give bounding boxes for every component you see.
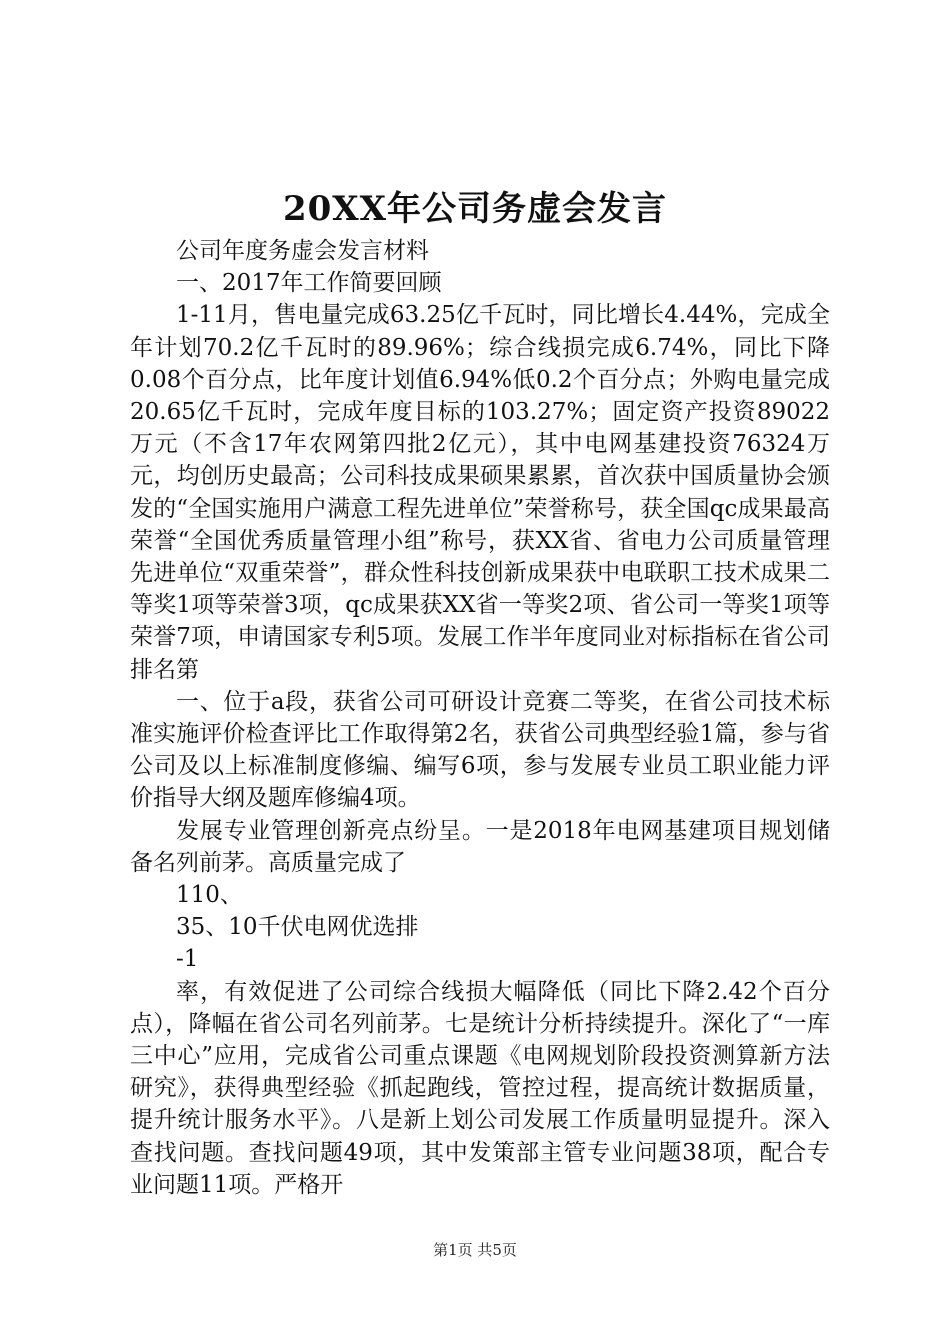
- document-body: [130, 235, 830, 1201]
- page-number-footer: 第1页 共5页: [433, 1241, 517, 1259]
- paragraph-fragment-110: 110、: [176, 882, 243, 909]
- paragraph-fragment-35: 35、10千伏电网优选排: [176, 914, 419, 941]
- paragraph-review: 1-11月，售电量完成63.25亿千瓦时，同比增长4.44%，完成全年计划70.2亿千瓦时的89.96%；综合线损完成6.74%，同比下降0.08个百分点，比年度计划值6.94%低0.2个百分点；外购电量完成20.65亿千瓦时，完成年度目标的103.27%；固定资产投资89022万元（不含17年农网第四批2亿元），其中电网基建投资76324万元，均创历史最高；公司科技成果硕果累累，首次获中国质量协会颁发的“全国实施用户满意工程先进单位”荣誉称号，获全国qc成果最高荣誉“全国优秀质量管理小组”称号，获XX省、省电力公司质量管理先进单位“双重荣誉”，群众性科技创新成果获中电联职工技术成果二等奖1项等荣誉3项，qc成果获XX省一等奖2项、省公司一等奖1项等荣誉7项，申请国家专利5项。发展工作半年度同业对标指标在省公司排名第: [130, 302, 830, 683]
- paragraph-fragment-minus1: -1: [176, 946, 199, 973]
- document-title: 20XX年公司务虚会发言: [282, 189, 668, 229]
- paragraph-section-heading: 一、2017年工作简要回顾: [176, 270, 442, 297]
- paragraph-innovation: 发展专业管理创新亮点纷呈。一是2018年电网基建项目规划储备名列前茅。高质量完成了: [130, 817, 830, 876]
- paragraph-ranking: 一、位于a段，获省公司可研设计竞赛二等奖，在省公司技术标准实施评价检查评比工作取得第2名，获省公司典型经验1篇，参与省公司及以上标准制度修编、编写6项，参与发展专业员工职业能力评价指导大纲及题库修编4项。: [130, 688, 830, 812]
- paragraph-subtitle: 公司年度务虚会发言材料: [176, 238, 429, 264]
- paragraph-line-loss: 率，有效促进了公司综合线损大幅降低（同比下降2.42个百分点），降幅在省公司名列前茅。七是统计分析持续提升。深化了“一库三中心”应用，完成省公司重点课题《电网规划阶段投资测算新方法研究》，获得典型经验《抓起跑线，管控过程，提高统计数据质量，提升统计服务水平》。八是新上划公司发展工作质量明显提升。深入查找问题。查找问题49项，其中发策部主管专业问题38项，配合专业问题11项。严格开: [130, 978, 830, 1198]
